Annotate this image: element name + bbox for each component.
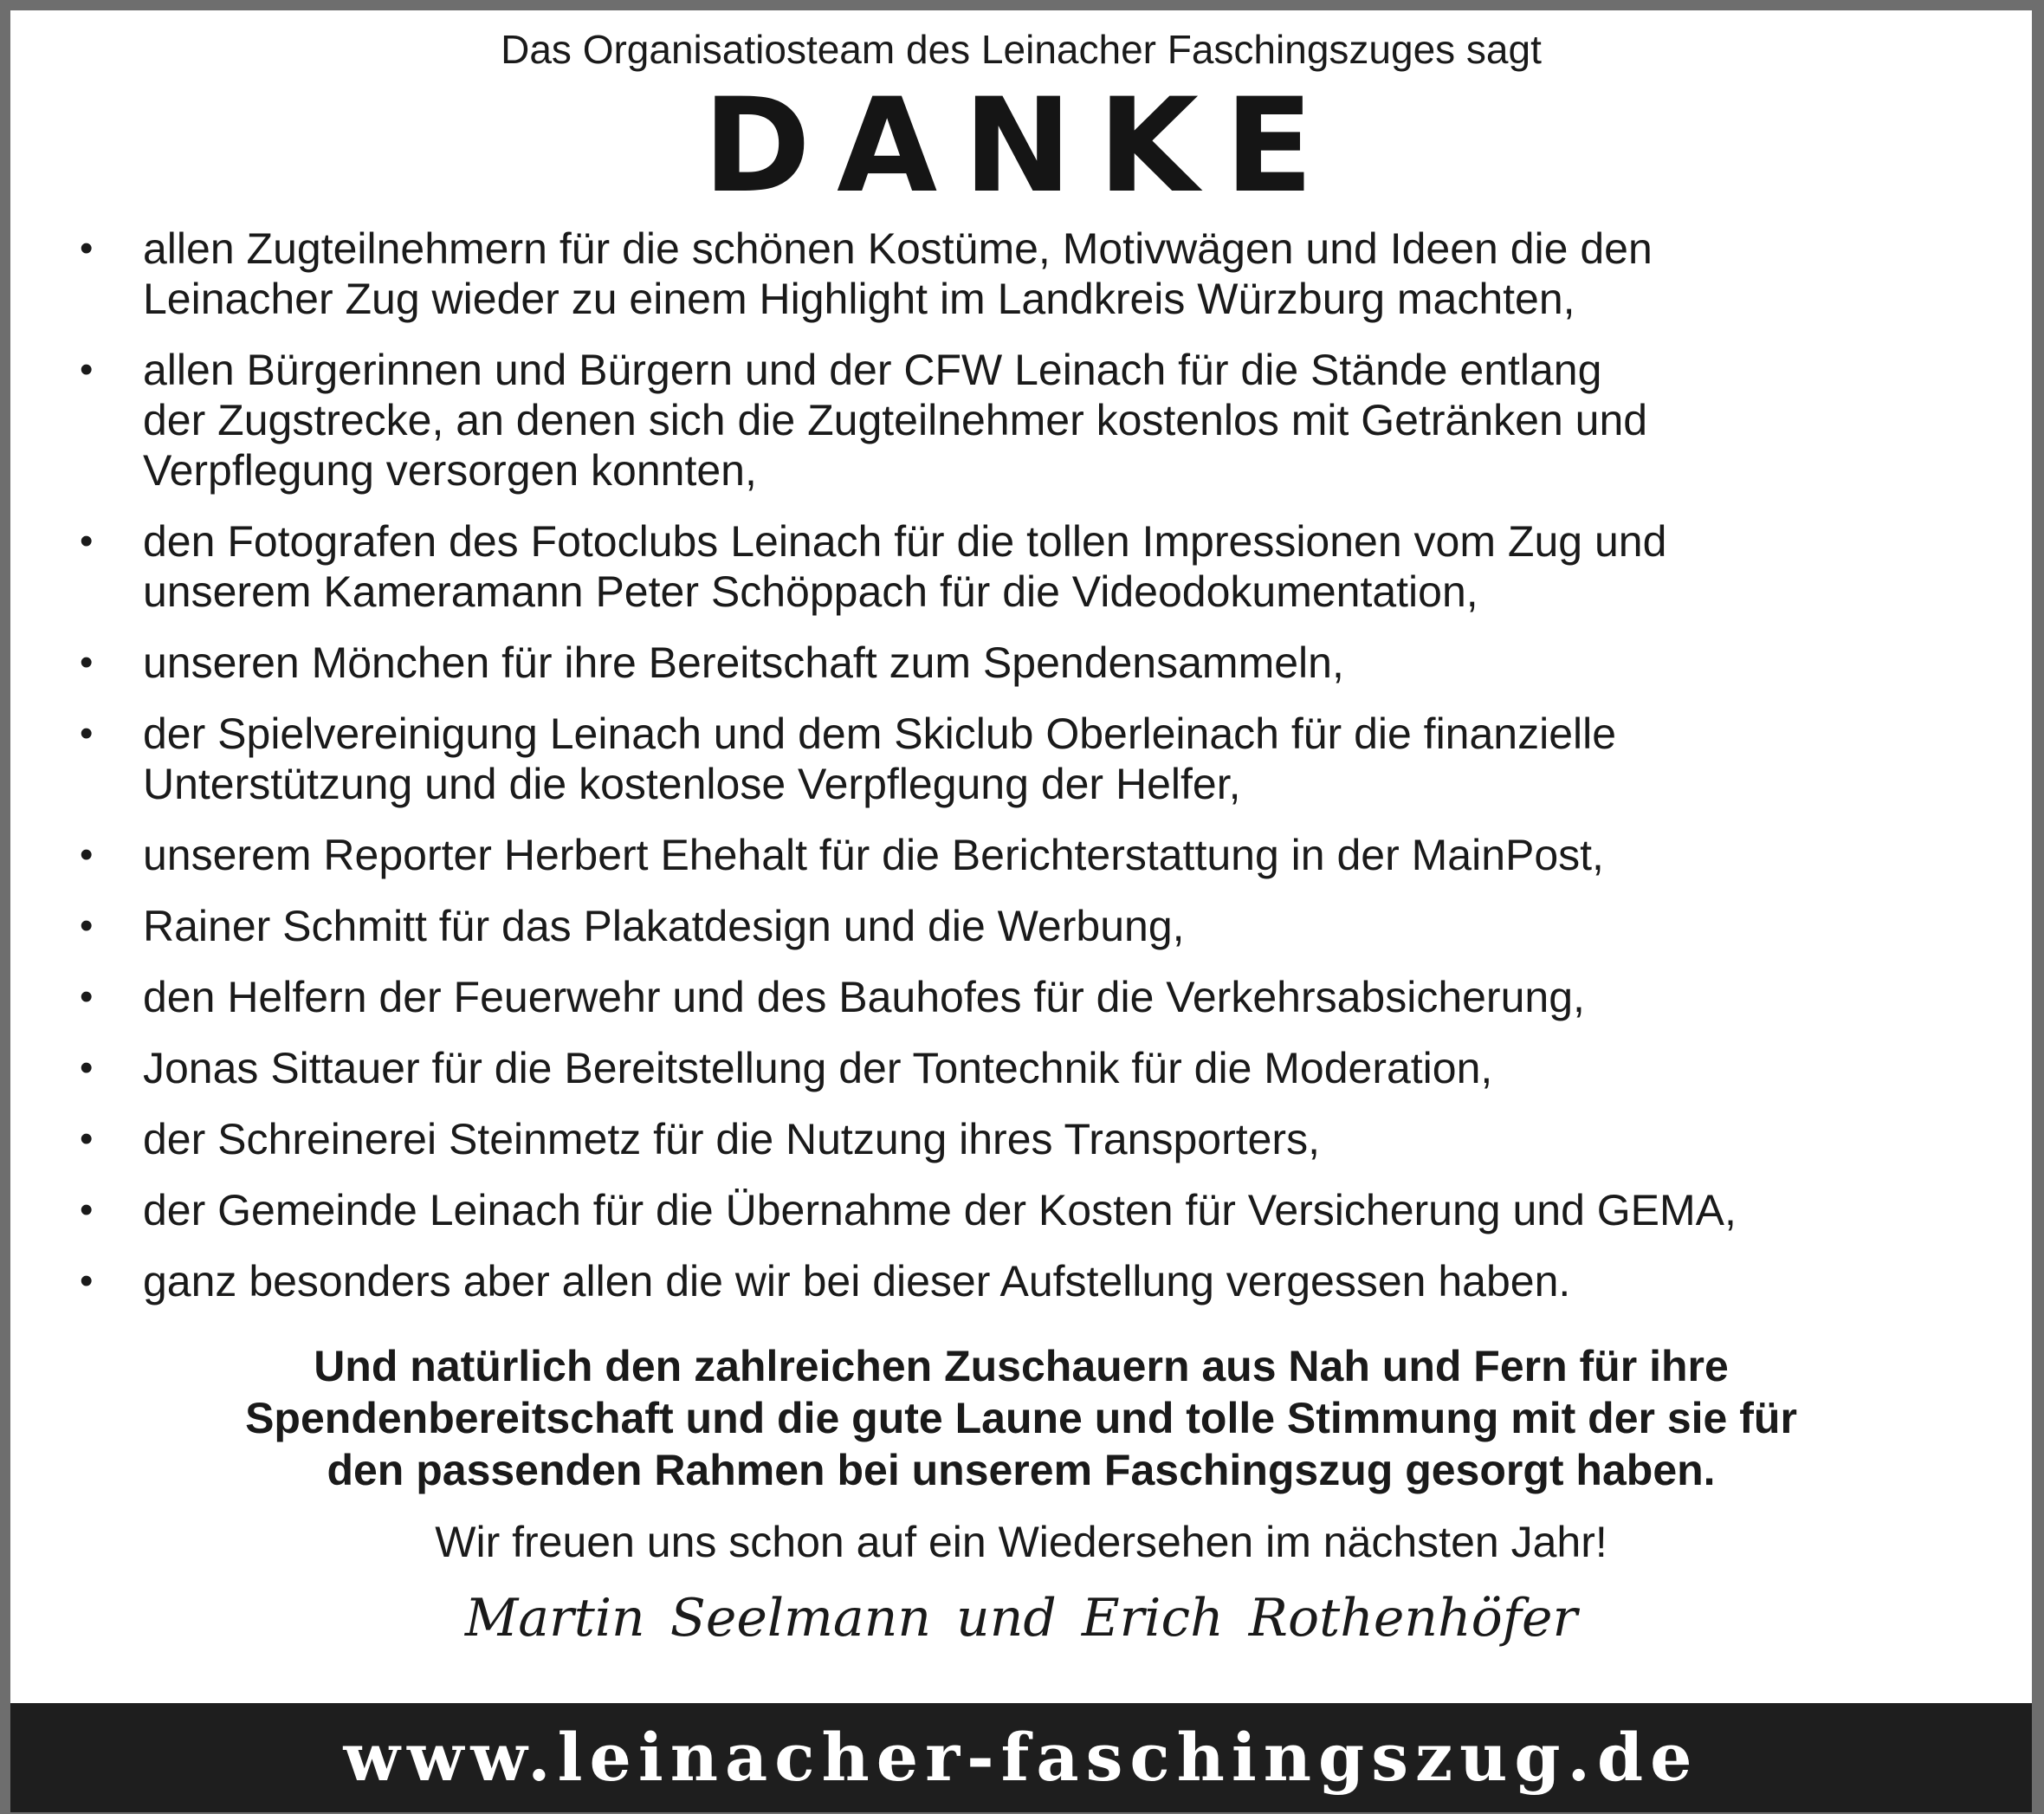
thanks-item (10, 830, 2032, 880)
thanks-item-text: Unterstützung und die kostenlose Verpflegung der Helfer, (143, 760, 1241, 808)
thanks-item-text: unseren Mönchen für ihre Bereitschaft zum Spendensammeln, (143, 638, 1344, 687)
website-url: www.leinacher-faschingszug.de (343, 1719, 1699, 1796)
intro-line: Das Organisatiosteam des Leinacher Faschingszuges sagt (501, 27, 1542, 72)
signature: Martin Seelmann und Erich Rothenhöfer (464, 1588, 1578, 1649)
bullet-icon: • (80, 975, 94, 1018)
thanks-item-text: den Fotografen des Fotoclubs Leinach für die tollen Impressionen vom Zug und (143, 517, 1667, 566)
bullet-icon: • (80, 904, 94, 947)
thanks-item (10, 1114, 2032, 1164)
bullet-icon: • (80, 1189, 94, 1231)
bullet-icon: • (80, 712, 94, 755)
thanks-item-text: ganz besonders aber allen die wir bei dieser Aufstellung vergessen haben. (143, 1257, 1571, 1305)
thanks-item-text: den Helfern der Feuerwehr und des Bauhofes für die Verkehrsabsicherung, (143, 973, 1585, 1021)
closing-line: den passenden Rahmen bei unserem Faschingszug gesorgt haben. (327, 1446, 1716, 1494)
thanks-item (10, 709, 2032, 809)
thanks-item (10, 345, 2032, 496)
thanks-item (10, 638, 2032, 688)
bullet-icon: • (80, 1046, 94, 1089)
thanks-list (10, 224, 2032, 1327)
thanks-item (10, 1256, 2032, 1306)
thanks-item (10, 901, 2032, 951)
bullet-icon: • (80, 833, 94, 876)
website-footer (10, 1703, 2032, 1812)
thanks-item-text: der Schreinerei Steinmetz für die Nutzung ihres Transporters, (143, 1115, 1320, 1163)
bullet-icon: • (80, 641, 94, 683)
closing-line: Spendenbereitschaft und die gute Laune und tolle Stimmung mit der sie für (245, 1394, 1797, 1442)
closing-paragraph (10, 1340, 2032, 1496)
headline-danke: DANKE (702, 71, 1340, 222)
bullet-icon: • (80, 348, 94, 391)
thanks-item-text: der Zugstrecke, an denen sich die Zugteilnehmer kostenlos mit Getränken und (143, 396, 1648, 444)
thanks-item-text: Leinacher Zug wieder zu einem Highlight im Landkreis Würzburg machten, (143, 275, 1575, 323)
bullet-icon: • (80, 227, 94, 269)
thanks-item-text: der Gemeinde Leinach für die Übernahme der Kosten für Versicherung und GEMA, (143, 1186, 1737, 1234)
thanks-item (10, 1043, 2032, 1093)
thanks-item-text: der Spielvereinigung Leinach und dem Skiclub Oberleinach für die finanzielle (143, 709, 1617, 758)
thanks-item-text: allen Bürgerinnen und Bürgern und der CFW Leinach für die Stände entlang (143, 346, 1602, 394)
thanks-item-text: allen Zugteilnehmern für die schönen Kostüme, Motivwägen und Ideen die den (143, 224, 1653, 273)
closing-line: Und natürlich den zahlreichen Zuschauern aus Nah und Fern für ihre (314, 1342, 1729, 1390)
bullet-icon: • (80, 1118, 94, 1160)
thanks-item (10, 224, 2032, 324)
thanks-item (10, 972, 2032, 1022)
thanks-item (10, 516, 2032, 617)
thanks-item-text: Rainer Schmitt für das Plakatdesign und die Werbung, (143, 902, 1185, 950)
bullet-icon: • (80, 520, 94, 562)
thanks-item-text: Verpflegung versorgen konnten, (143, 446, 757, 495)
thanks-item (10, 1185, 2032, 1235)
thanks-item-text: unserem Kameramann Peter Schöppach für die Videodokumentation, (143, 567, 1478, 616)
farewell-line: Wir freuen uns schon auf ein Wiedersehen im nächsten Jahr! (435, 1518, 1607, 1566)
bullet-icon: • (80, 1260, 94, 1302)
thanks-item-text: Jonas Sittauer für die Bereitstellung der Tontechnik für die Moderation, (143, 1044, 1493, 1092)
thanks-item-text: unserem Reporter Herbert Ehehalt für die Berichterstattung in der MainPost, (143, 831, 1604, 879)
